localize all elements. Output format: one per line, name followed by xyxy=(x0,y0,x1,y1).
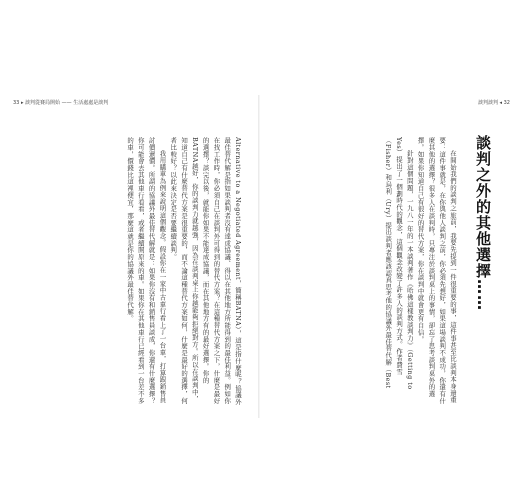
left-running-head: 33 ▸ 談判從賽局開始 —— 生活處處是談判 xyxy=(13,100,109,106)
book-gutter xyxy=(258,95,260,418)
right-running-head: 談判談判 ◂ 32 xyxy=(477,100,510,106)
right-paragraph-1: 在開始我們的談判之旅前，我要先提到一件很重要的事，這件事甚至比談判本身還重要：這件事就是，在你與他人談判之前，你必須先想好，如果這場談判不成功，你還有什麼其他的選擇？很多人在談判時，只專注於談判桌上的事情，卻忘了思考談判桌外的選擇。如果你知道自己有很好的替代方案，你在談判中就會更有自信。 xyxy=(416,137,457,405)
left-page xyxy=(5,95,259,418)
right-page-body xyxy=(282,137,458,407)
left-paragraph-1: Alternative to a Negotiated Agreement，簡稱BATNA），這是指什麼呢？協議外最佳替代解是指如果談判者沒有達成協議、得以在其他地方所能得到的最佳利益。例如你在找工作時，你必須自己在談判外可得到的替代方案？在這種替代方案之下，什麼是最好的選擇？談完以後，就能你如果不能達成協議，而在其他地方有的最好選擇。你的BATNA越好，你的談判力就越強，因為在談判桌上你越能夠拒絕對方。所以在談判中，知道自己有什麼替代方案是很重要的，而不論這種替代方案如何，什麼是最好的選擇，何者比較好？以此來決定是否要繼續談判。 xyxy=(169,137,242,406)
right-paragraph-2: 針對這個問題，一九八一年的一本談判著作《哈佛這樣教談判力》（Getting to Yes）提出了一個劃時代的觀念，這個觀念改變了許多人的談判方式。作者費雪（Fisher）和烏利（Ury）提出談判者應該認真思考他的協議外最佳替代解（Best xyxy=(384,137,414,390)
right-page xyxy=(264,95,518,418)
section-heading: 談判之外的其他選擇…… xyxy=(474,135,492,311)
left-page-body xyxy=(11,137,243,407)
left-paragraph-2: 我用購車為例來說明這個觀念。假設你在一家中古車行看上了一台車，打算跟銷售員討價還價。所謂的協議外最佳替代解就是：如果你沒有和銷售員談成，你還有什麼選擇？你可能會去其他車行看看，或者繼續開原來的車。如果你在其他車行已經看到一台差不多的車，價錢比這裡便宜，那麼這就是你的協議外最佳替代解。 xyxy=(126,137,167,405)
